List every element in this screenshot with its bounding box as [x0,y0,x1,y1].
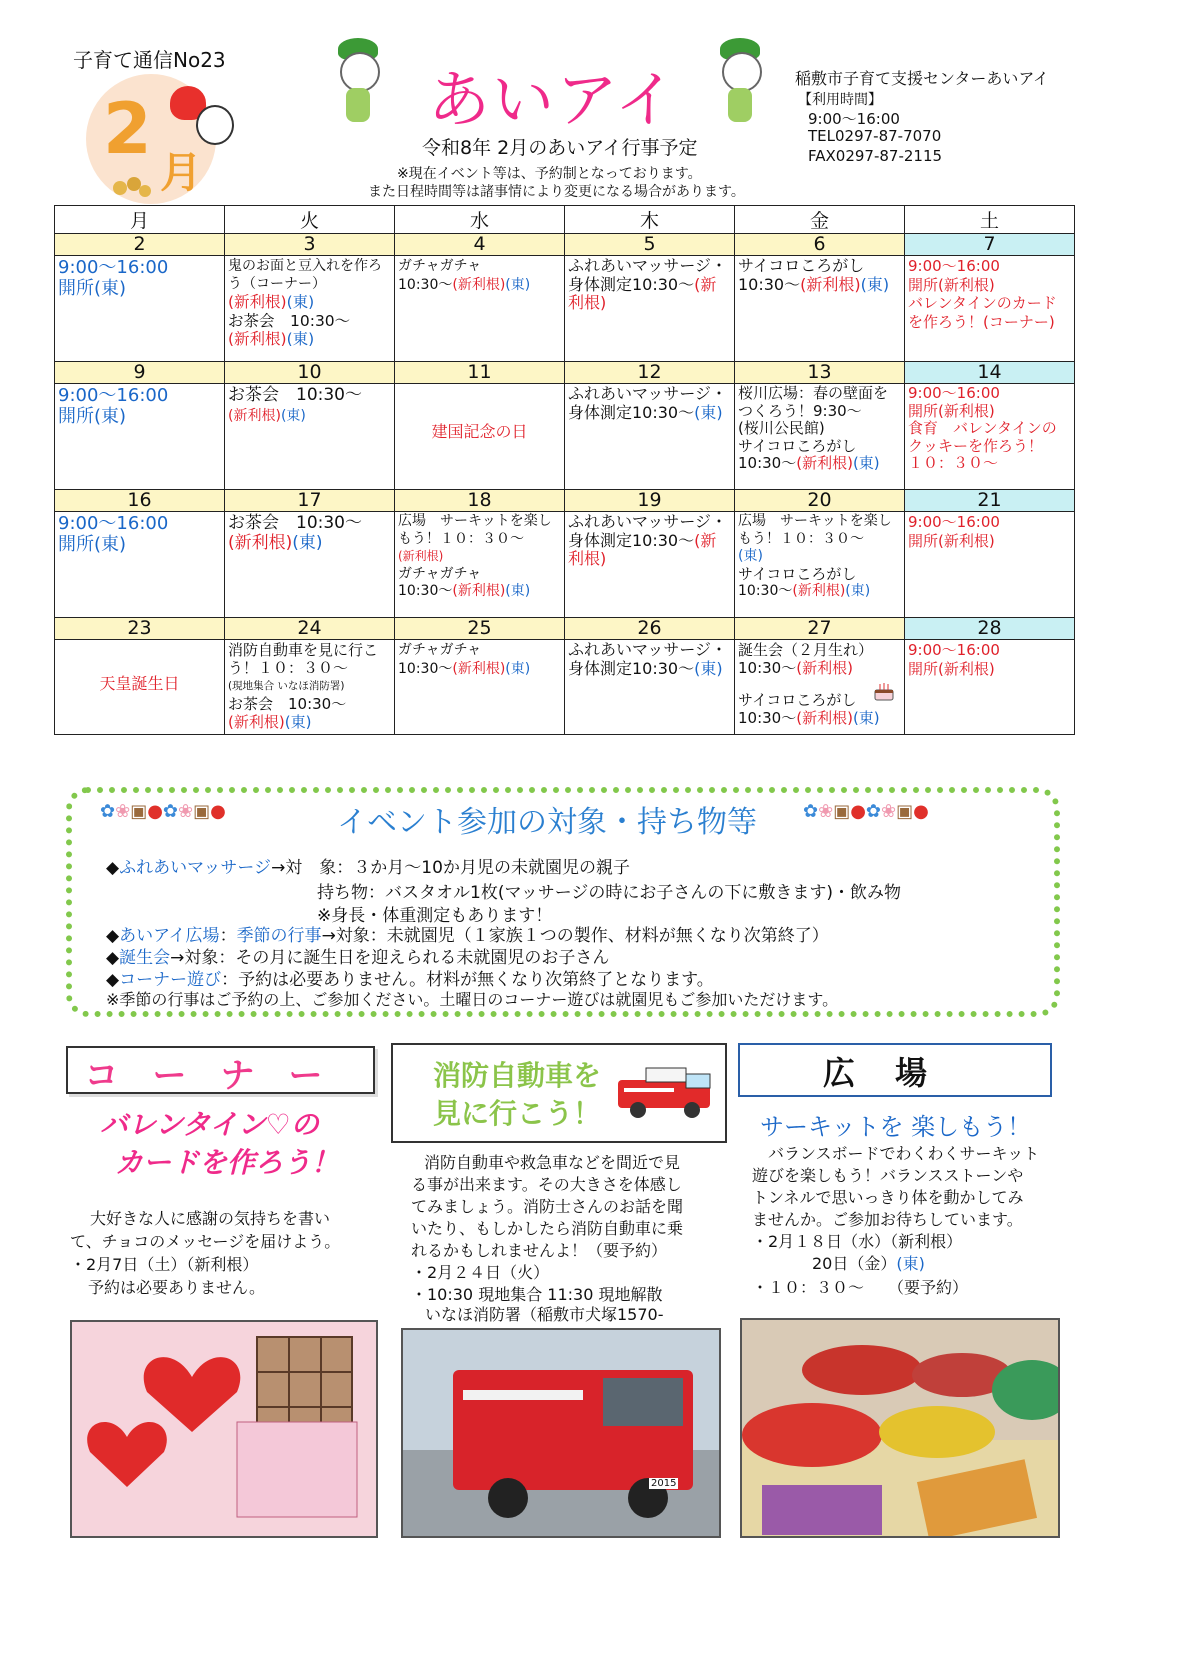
birthday-cake-icon [872,680,896,702]
plaza-date: ・2月１８日（水）（新利根） [752,1232,963,1251]
weekday-header: 土 [905,206,1075,234]
location-tag: (新利根) [796,659,853,677]
firetruck-text: る事が出来ます。その大きさを体感し [411,1175,682,1194]
date-number: 9 [55,362,225,384]
date-number-row [55,618,1075,640]
day-cell [395,256,565,362]
beans-icon [112,176,152,198]
open-hours: 9:00～16:00 [58,385,169,406]
firetruck-date: ・2月２４日（火） [411,1263,550,1282]
day-cell [565,640,735,735]
license-plate: 2015 [651,1478,677,1489]
flower-decoration-icon: ✿❀▣●✿❀▣● [803,801,929,822]
holiday-label: 建国記念の日 [431,422,528,441]
plaza-date [812,1254,925,1274]
event-text: 消防自動車を見に行こう！１０：３０～ [228,641,379,677]
firetruck-text: 消防自動車や救急車などを間近で見 [424,1153,681,1172]
event-time: 10:30～ [738,454,797,472]
center-name: 稲敷市子育て支援センターあいアイ [795,69,1049,88]
event-time: 10:30～ [738,274,801,294]
event-time: 10:30～ [398,660,453,677]
location-tag: (東) [505,276,531,293]
date-number: 21 [905,490,1075,512]
date-number: 16 [55,490,225,512]
event-text: ふれあいマッサージ・身体測定10:30～ [568,640,728,678]
location-tag: (東) [694,402,723,422]
firetruck-photo [401,1328,721,1538]
location-tag: (東) [286,293,315,311]
event-text: お茶会 10:30～ [228,695,347,713]
location-tag: (東) [845,583,871,599]
location-tag: (東) [505,660,531,677]
location-tag: (東) [738,548,763,564]
event-name: 季節の行事 [236,926,322,946]
day-cell [565,384,735,490]
open-location: 開所(東) [58,406,127,427]
event-text: サイコロころがし [738,691,857,709]
day-cell [225,256,395,362]
event-calendar [54,205,1075,735]
date-number: 11 [395,362,565,384]
date-number: 26 [565,618,735,640]
date-number: 4 [395,234,565,256]
flower-decoration-icon: ✿❀▣●✿❀▣● [100,801,226,822]
newsletter-title: あいアイ [428,63,679,136]
corner-text: て、チョコのメッセージを届けよう。 [70,1232,341,1251]
balance-stones-photo [740,1318,1060,1538]
day-cell [225,512,395,618]
heart-icon [72,1322,376,1536]
corner-heading: バレンタイン♡の [100,1108,319,1141]
date-number: 13 [735,362,905,384]
event-text: お茶会 10:30～ [228,513,362,533]
event-text: 誕生会（２月生れ） [738,641,874,659]
event-text: ガチャガチャ [398,565,482,582]
date-number: 20 [735,490,905,512]
open-location: 開所(東) [58,278,127,299]
event-text: 食育 バレンタインのクッキーを作ろう！ [908,419,1057,455]
location-tag: (新利根) [796,454,853,472]
calendar-week-row [55,512,1075,618]
event-text: バレンタインのカードを作ろう！(コーナー) [908,294,1057,331]
fax-number: FAX0297-87-2115 [808,147,943,165]
calendar-week-row [55,256,1075,362]
day-cell [735,640,905,735]
corner-heading: カードを作ろう！ [115,1146,340,1179]
event-name: コーナー遊び [119,970,222,990]
location-tag: (東) [284,713,312,731]
mascot-icon [716,38,764,130]
open-hours: 9:00～16:00 [58,257,169,278]
corner-text: 予約は必要ありません。 [88,1278,265,1297]
firetruck-location: いなほ消防署（稲敷市犬塚1570- [425,1305,664,1324]
notice-line: ※現在イベント等は、予約制となっております。 [397,166,702,182]
day-cell [565,256,735,362]
bullet-icon: ◆ [106,926,120,946]
weekday-header: 火 [225,206,395,234]
firetruck-photo-drawing [403,1330,719,1536]
event-note: ※身長・体重測定もあります！ [317,906,553,926]
day-cell [735,512,905,618]
location-tag: (東) [292,533,323,553]
date-number: 2 [55,234,225,256]
phone-number: TEL0297-87-7070 [808,127,942,145]
date-number: 25 [395,618,565,640]
month-number: 2 [103,88,152,170]
date-number: 28 [905,618,1075,640]
schedule-subtitle: 令和8年 2月のあいアイ行事予定 [422,137,698,159]
day-cell [55,512,225,618]
calendar-week-row [55,384,1075,490]
event-text: ガチャガチャ [398,642,482,658]
event-target: →対象：その月に誕生日を迎えられる未就園児のお子さん [170,948,610,968]
plaza-date-text: 20日（金） [812,1254,897,1273]
location-tag: (新利根) [452,276,506,293]
location-tag: (新利根) [568,530,717,568]
event-time: 10:30～ [398,583,453,599]
day-cell [55,256,225,362]
event-location: (桜川公民館) [738,419,825,437]
location-tag: (東) [286,330,315,348]
event-items: 持ち物：バスタオル1枚(マッサージの時にお子さんの下に敷きます)・飲み物 [317,883,902,903]
event-name: 誕生会 [119,948,171,968]
firetruck-time: ・10:30 現地集合 11:30 現地解散 [411,1285,663,1304]
weekday-header: 木 [565,206,735,234]
date-number: 17 [225,490,395,512]
firetruck-text: いたり、もしかしたら消防自動車に乗 [411,1219,684,1238]
event-target: →対 象：３か月～10か月児の未就園児の親子 [271,858,630,878]
event-text: ふれあいマッサージ・身体測定10:30～ [568,256,728,294]
event-text: ガチャガチャ [398,258,482,274]
event-text: サイコロころがし [738,256,865,275]
weekday-header: 金 [735,206,905,234]
plaza-section-label: 広場 [822,1054,967,1092]
day-cell [735,384,905,490]
event-text: 桜川広場：春の壁面をつくろう！9:30～ [738,384,889,420]
mascot-icon [334,38,382,130]
notice-line: また日程時間等は諸事情により変更になる場合があります。 [368,184,745,200]
location-tag: (東) [280,408,306,424]
bullet-icon: ◆ [106,858,120,878]
event-text: ふれあいマッサージ・身体測定10:30～ [568,512,728,550]
event-time: 10:30～ [738,659,797,677]
day-cell [735,256,905,362]
date-number: 14 [905,362,1075,384]
bullet-icon: ◆ [106,948,120,968]
firetruck-text: てみましょう。消防士さんのお話を聞 [411,1197,684,1216]
open-hours: 9:00～16:00 [908,257,1000,275]
date-number: 23 [55,618,225,640]
month-kanji: 月 [160,148,203,197]
plaza-text: 遊びを楽しもう！バランスストーンや [752,1166,1024,1185]
date-number: 3 [225,234,395,256]
location-tag: (東) [852,709,880,727]
open-location: 開所(東) [58,534,127,555]
date-number: 19 [565,490,735,512]
okame-mask-icon [196,105,234,145]
date-number: 24 [225,618,395,640]
day-cell [565,512,735,618]
date-number-row [55,234,1075,256]
open-location: 開所(新利根) [908,659,995,678]
open-hours: 9:00～16:00 [908,513,1000,531]
date-number-row [55,362,1075,384]
issue-number: 子育て通信No23 [73,48,226,72]
holiday-label: 天皇誕生日 [99,674,180,693]
weekday-header: 水 [395,206,565,234]
open-location: 開所(新利根) [908,401,995,420]
calendar-week-row [55,640,1075,735]
date-number: 18 [395,490,565,512]
location-tag: (東) [896,1254,925,1273]
firetruck-icon [616,1060,714,1120]
date-number: 10 [225,362,395,384]
valentine-card-photo [70,1320,378,1538]
event-info-line [106,853,630,878]
balance-stones-drawing [742,1320,1058,1536]
day-cell [905,512,1075,618]
event-target: →対象：未就園児（１家族１つの製作、材料が無くなり次第終了） [321,926,829,946]
day-cell [905,640,1075,735]
location-tag: (新利根) [796,709,853,727]
date-number: 27 [735,618,905,640]
event-text: お茶会 10:30～ [228,385,362,405]
plaza-text: ませんか。ご参加お待ちしています。 [752,1210,1023,1229]
day-cell [55,384,225,490]
open-location: 開所(新利根) [908,531,995,550]
date-number: 5 [565,234,735,256]
location-tag: (新利根) [228,713,285,731]
open-hours: 9:00～16:00 [908,384,1000,402]
event-text: サイコロころがし [738,564,857,583]
date-number-row [55,490,1075,512]
weekday-header-row [55,206,1075,234]
location-tag: (東) [860,274,890,294]
location-tag: (新利根) [568,274,717,312]
event-name: あいアイ広場 [119,926,220,946]
day-cell [905,256,1075,362]
event-location: (現地集合 いなほ消防署) [228,680,345,692]
event-text: サイコロころがし [738,436,857,455]
location-tag: (新利根) [228,330,287,348]
corner-text: 大好きな人に感謝の気持ちを書い [90,1209,331,1228]
event-time: １０：３０～ [908,454,999,472]
event-time: 10:30～ [738,583,793,599]
location-tag: (新利根) [452,583,506,599]
firetruck-heading: 消防自動車を [433,1059,602,1092]
plaza-heading: サーキットを 楽しもう！ [760,1113,1032,1141]
location-tag: (新利根) [398,549,444,563]
date-number: 12 [565,362,735,384]
event-time: 10:30～ [398,276,453,293]
event-footnote: ※季節の行事はご予約の上、ご参加ください。土曜日のコーナー遊びは就園児もご参加いただけます。 [106,990,839,1009]
day-cell [55,640,225,735]
weekday-header: 月 [55,206,225,234]
event-text: ふれあいマッサージ・身体測定10:30～ [568,384,728,422]
day-cell [905,384,1075,490]
event-target: ：予約は必要ありません。材料が無くなり次第終了となります。 [221,970,714,990]
date-number: 7 [905,234,1075,256]
date-number: 6 [735,234,905,256]
day-cell [395,512,565,618]
location-tag: (東) [852,454,880,472]
bullet-icon: ◆ [106,970,120,990]
plaza-text: トンネルで思いっきり体を動かしてみ [752,1188,1024,1207]
event-text: お茶会 10:30～ [228,311,351,330]
day-cell [225,384,395,490]
event-time: 10:30～ [738,709,797,727]
firetruck-heading: 見に行こう！ [433,1097,602,1130]
open-hours: 9:00～16:00 [58,513,169,534]
location-tag: (新利根) [792,583,846,599]
plaza-time: ・１０：３０～ （要予約） [752,1278,969,1297]
location-tag: (東) [694,658,723,678]
location-tag: (新利根) [452,660,506,677]
location-tag: (東) [505,583,531,599]
event-text: 広場 サーキットを楽しもう！１０：３０～ [398,513,552,547]
corner-date: ・2月7日（土）（新利根） [70,1255,259,1274]
event-text: 鬼のお面と豆入れを作ろう（コーナー） [228,258,382,292]
hours-label: 【利用時間】 [798,92,882,108]
location-tag: (新利根) [228,533,293,553]
location-tag: (新利根) [228,293,287,311]
hours-value: 9:00～16:00 [808,110,900,128]
location-tag: (新利根) [800,274,861,294]
open-hours: 9:00～16:00 [908,641,1000,659]
day-cell [395,384,565,490]
open-location: 開所(新利根) [908,275,995,294]
event-text: 広場 サーキットを楽しもう！１０：３０～ [738,513,892,547]
firetruck-text: れるかもしれませんよ！（要予約） [411,1241,668,1260]
separator: ： [219,926,237,946]
location-tag: (新利根) [228,408,281,424]
event-name: ふれあいマッサージ [119,858,272,878]
day-cell [225,640,395,735]
corner-section-label: コーナー [84,1056,357,1096]
event-info-title: イベント参加の対象・持ち物等 [337,805,757,840]
day-cell [395,640,565,735]
plaza-text: バランスボードでわくわくサーキット [768,1144,1040,1163]
